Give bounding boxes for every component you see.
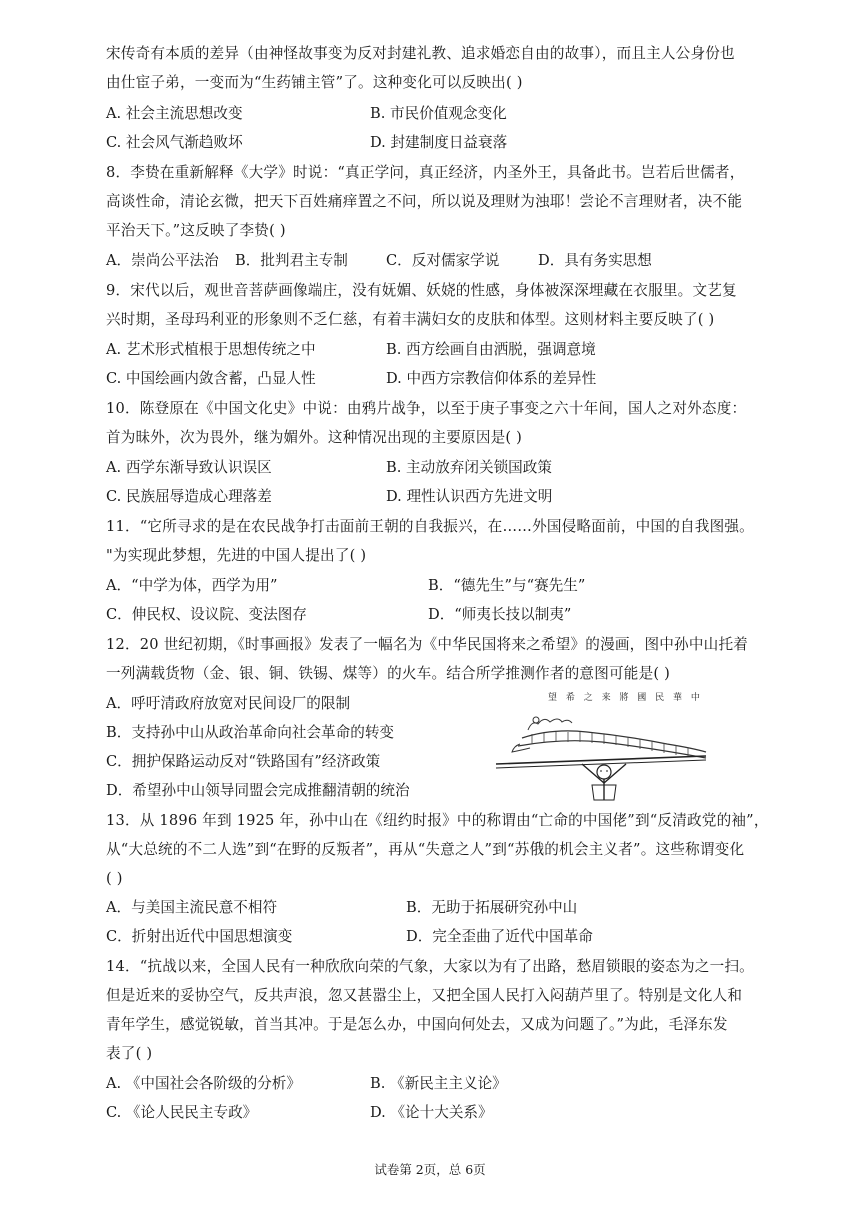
cartoon-caption: 望 希 之 来 將 國 民 華 中 <box>548 693 703 703</box>
q14-option-a[interactable]: A. 《中国社会各阶级的分析》 <box>106 1075 301 1092</box>
q12-option-d[interactable]: D．希望孙中山领导同盟会完成推翻清朝的统治 <box>106 782 410 799</box>
q7-option-c[interactable]: C. 社会风气渐趋败坏 <box>106 134 243 151</box>
cartoon-drawing <box>492 690 714 802</box>
page-footer: 试卷第 2页，总 6页 <box>374 1162 486 1177</box>
q12-option-c[interactable]: C．拥护保路运动反对“铁路国有”经济政策 <box>106 753 381 770</box>
q13-option-a[interactable]: A．与美国主流民意不相符 <box>106 899 278 916</box>
q14-option-c[interactable]: C. 《论人民民主专政》 <box>106 1104 258 1121</box>
q11-option-b[interactable]: B．“德先生”与“赛先生” <box>428 577 586 594</box>
q7-option-d[interactable]: D. 封建制度日益衰落 <box>370 134 508 151</box>
q9-stem-line-2: 兴时期，圣母玛利亚的形象则不乏仁慈，有着丰满妇女的皮肤和体型。这则材料主要反映了( ) <box>106 311 715 328</box>
q14-stem-line-3: 青年学生，感觉锐敏，首当其冲。于是怎么办，中国向何处去，又成为问题了。”为此，毛泽东发 <box>106 1016 728 1033</box>
q10-option-b[interactable]: B. 主动放弃闭关锁国政策 <box>386 459 552 476</box>
q13-option-d[interactable]: D．完全歪曲了近代中国革命 <box>406 928 593 945</box>
q7-stem-line-2: 由仕宦子弟，一变而为“生药铺主管”了。这种变化可以反映出( ) <box>106 74 523 91</box>
q12-stem-line-1: 12．20 世纪初期，《时事画报》发表了一幅名为《中华民国将来之希望》的漫画，图中孙中山托着 <box>106 636 749 653</box>
q11-option-a[interactable]: A．“中学为体，西学为用” <box>106 577 278 594</box>
q13-stem-line-2: 从“大总统的不二人选”到“在野的反叛者”，再从“失意之人”到“苏俄的机会主义者”。这些称谓变化 <box>106 841 745 858</box>
q7-option-a[interactable]: A. 社会主流思想改变 <box>106 105 243 122</box>
q11-option-c[interactable]: C．伸民权、设议院、变法图存 <box>106 606 307 623</box>
q9-option-c[interactable]: C. 中国绘画内敛含蓄，凸显人性 <box>106 370 316 387</box>
q10-option-a[interactable]: A. 西学东渐导致认识误区 <box>106 459 272 476</box>
q8-option-c[interactable]: C．反对儒家学说 <box>386 252 500 269</box>
q8-stem-line-2: 高谈性命，清论玄微，把天下百姓痛痒置之不问，所以说及理财为浊耶！尝论不言理财者，决不能 <box>106 193 743 210</box>
q13-stem-line-3: ( ) <box>106 870 123 887</box>
q9-option-d[interactable]: D. 中西方宗教信仰体系的差异性 <box>386 370 597 387</box>
q7-option-b[interactable]: B. 市民价值观念变化 <box>370 105 507 122</box>
q10-option-d[interactable]: D. 理性认识西方先进文明 <box>386 488 553 505</box>
q14-option-b[interactable]: B. 《新民主主义论》 <box>370 1075 507 1092</box>
q14-stem-line-2: 但是近来的妥协空气，反共声浪，忽又甚嚣尘上，又把全国人民打入闷葫芦里了。特别是文化人和 <box>106 987 743 1004</box>
q8-stem-line-3: 平治天下。”这反映了李贽( ) <box>106 222 286 239</box>
q7-stem-line-1: 宋传奇有本质的差异（由神怪故事变为反对封建礼教、追求婚恋自由的故事），而且主人公身份也 <box>106 45 735 62</box>
q13-stem-line-1: 13．从 1896 年到 1925 年，孙中山在《纽约时报》中的称谓由“亡命的中国佬”到“反清政党的袖”， <box>106 812 769 829</box>
q12-option-b[interactable]: B．支持孙中山从政治革命向社会革命的转变 <box>106 724 395 741</box>
q13-option-b[interactable]: B．无助于拓展研究孙中山 <box>406 899 578 916</box>
q8-option-b[interactable]: B．批判君主专制 <box>235 252 348 269</box>
q9-option-b[interactable]: B. 西方绘画自由洒脱，强调意境 <box>386 341 596 358</box>
cartoon-image <box>492 690 714 802</box>
q10-option-c[interactable]: C. 民族屈辱造成心理落差 <box>106 488 272 505</box>
q13-option-c[interactable]: C．折射出近代中国思想演变 <box>106 928 293 945</box>
q8-option-a[interactable]: A．崇尚公平法治 <box>106 252 219 269</box>
q11-stem-line-2: "为实现此梦想，先进的中国人提出了( ) <box>106 547 367 564</box>
q14-stem-line-4: 表了( ) <box>106 1045 153 1062</box>
q10-stem-line-2: 首为昧外，次为畏外，继为媚外。这种情况出现的主要原因是( ) <box>106 429 523 446</box>
q14-option-d[interactable]: D. 《论十大关系》 <box>370 1104 493 1121</box>
q8-option-d[interactable]: D．具有务实思想 <box>538 252 652 269</box>
q10-stem-line-1: 10．陈登原在《中国文化史》中说：由鸦片战争，以至于庚子事变之六十年间，国人之对外态度： <box>106 400 747 417</box>
q12-option-a[interactable]: A．呼吁清政府放宽对民间设厂的限制 <box>106 695 351 712</box>
q9-option-a[interactable]: A. 艺术形式植根于思想传统之中 <box>106 341 316 358</box>
q11-stem-line-1: 11．“它所寻求的是在农民战争打击面前王朝的自我振兴，在……外国侵略面前，中国的自我图强。 <box>106 518 754 535</box>
q11-option-d[interactable]: D．“师夷长技以制夷” <box>428 606 572 623</box>
q14-stem-line-1: 14．“抗战以来，全国人民有一种欣欣向荣的气象，大家以为有了出路，愁眉锁眼的姿态为之一扫。 <box>106 958 754 975</box>
q8-stem-line-1: 8．李贽在重新解释《大学》时说：“真正学问，真正经济，内圣外王，具备此书。岂若后世儒者， <box>106 164 745 181</box>
q12-stem-line-2: 一列满载货物（金、银、铜、铁锡、煤等）的火车。结合所学推测作者的意图可能是( ) <box>106 665 670 682</box>
q9-stem-line-1: 9．宋代以后，观世音菩萨画像端庄，没有妩媚、妖娆的性感，身体被深深埋藏在衣服里。文艺复 <box>106 282 737 299</box>
